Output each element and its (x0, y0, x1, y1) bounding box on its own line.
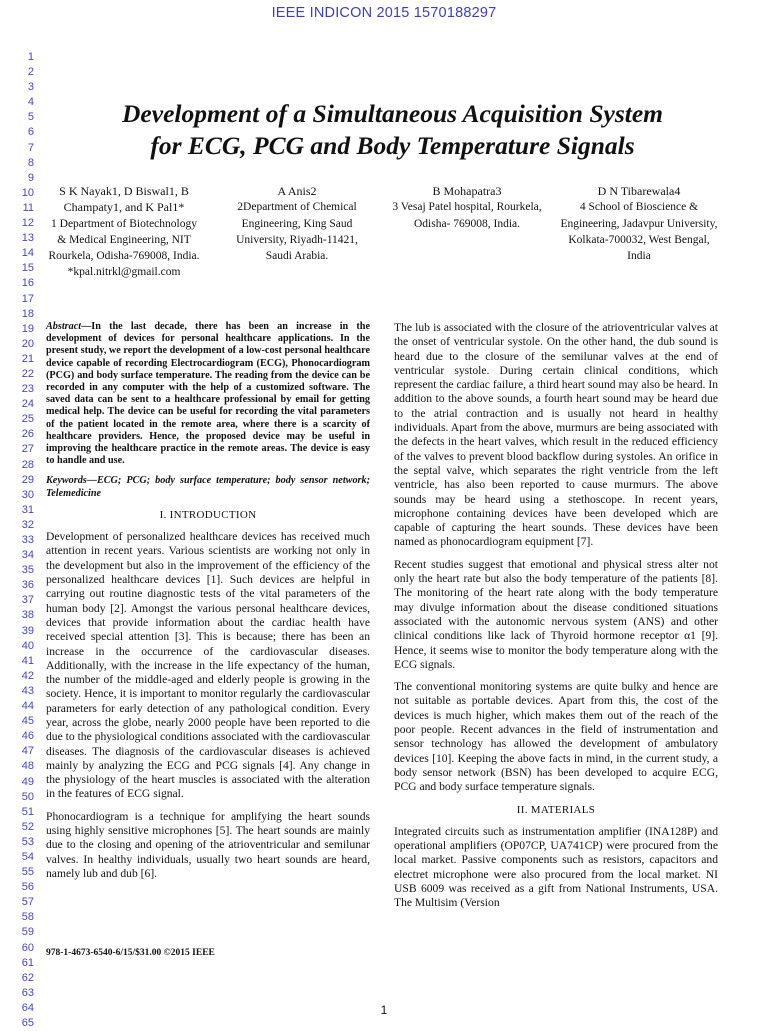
line-number: 9 (27, 171, 34, 184)
line-number: 36 (21, 579, 34, 592)
line-number: 25 (21, 413, 34, 426)
line-number: 8 (27, 156, 34, 169)
line-number: 55 (21, 866, 34, 879)
line-number: 3 (27, 81, 34, 94)
author-affiliation: 4 School of Bioscience & Engineering, Jadavpur University, Kolkata-700032, West Bengal, India (560, 201, 718, 263)
body-paragraph-1: The lub is associated with the closure of the atrioventricular valves at the onset of ventricular systole. On the other hand, the dub sound is heard due to the closure of the semilunar valves at the end of ventricular systole. During certain clinical conditions, which represent the cardiac failure, a third heart sound may also be heard. In addition to the above sounds, a fourth heart sound may be heard due to the atrial contraction and is usually not heard in healthy individuals. Apart from the above, murmurs are being associated with the defects in the heart valves, which result in the reduced efficiency of the valves to prevent blood backflow during systoles. An orifice in the septal valve, which separates the right ventricle from the left ventricle, has also been reported to cause murmurs. The above sounds may be heard using a stethoscope. In recent years, microphone containing devices have been developed which are capable of capturing the heart sounds. These devices have been named as phonocardiogram equipment [7]. (394, 321, 718, 549)
author-block-3 (392, 183, 542, 232)
line-number: 51 (21, 805, 34, 818)
page-number: 1 (380, 1003, 388, 1017)
line-number: 48 (21, 760, 34, 773)
line-number: 37 (21, 594, 34, 607)
line-number: 4 (27, 96, 34, 109)
line-number: 56 (21, 881, 34, 894)
intro-paragraph-1: Development of personalized healthcare devices has received much attention in recent years. Various scientists are working not only in the development but also in the improvement of the efficiency of the personalized healthcare devices [1]. Such devices are helpful in carrying out routine diagnostic tests of the vital parameters of the human body [2]. Amongst the various personal healthcare devices, devices that provide information about the cardiac health have received special attention [3]. This is because; there has been an increase in the occurrence of the cardiovascular diseases. Additionally, with the increase in the life expectancy of the human, the number of the middle-aged and elderly people is growing in the society. Hence, it is important to monitor regularly the cardiovascular parameters for early detection of any pathological condition. Every year, across the globe, nearly 2000 people have been reported to die due to the physiological conditions associated with the cardiovascular diseases. The diagnosis of the cardiovascular diseases is achieved mainly by analyzing the ECG and PCG signals [4]. Any change in the physiology of the heart muscles is associated with the alteration in the features of ECG signal. (46, 530, 370, 801)
line-number: 47 (21, 745, 34, 758)
line-number: 15 (21, 262, 34, 275)
line-number: 7 (27, 141, 34, 154)
author-affiliation: 1 Department of Biotechnology & Medical Engineering, NIT Rourkela, Odisha-769008, India. *kpal.nitrkl@gmail.com (48, 217, 200, 279)
title-line-2: for ECG, PCG and Body Temperature Signals (150, 131, 635, 160)
line-number: 32 (21, 518, 34, 531)
line-number: 27 (21, 443, 34, 456)
author-name: D N Tibarewala4 (597, 184, 681, 198)
line-number: 39 (21, 624, 34, 637)
line-number: 1 (27, 51, 34, 63)
line-number: 35 (21, 564, 34, 577)
line-number: 13 (21, 232, 34, 245)
line-number: 19 (21, 322, 34, 335)
intro-paragraph-2: Phonocardiogram is a technique for amplifying the heart sounds using highly sensitive microphones [5]. The heart sounds are mainly due to the closing and opening of the atrioventricular and semilunar valves. In healthy individuals, usually two heart sounds are heard, namely lub and dub [6]. (46, 809, 370, 880)
abstract (46, 321, 370, 467)
line-number: 58 (21, 911, 34, 924)
line-number: 33 (21, 534, 34, 546)
line-number: 50 (21, 790, 34, 803)
line-number: 22 (21, 367, 34, 380)
author-affiliation: 3 Vesaj Patel hospital, Rourkela, Odisha- 769008, India. (392, 201, 542, 230)
line-number: 42 (21, 669, 34, 682)
line-number: 18 (21, 307, 34, 320)
line-number: 59 (21, 926, 34, 939)
line-number: 28 (21, 458, 34, 471)
line-number: 30 (21, 488, 34, 501)
line-number: 24 (21, 398, 34, 411)
line-number: 45 (21, 715, 34, 728)
copyright-footer: 978-1-4673-6540-6/15/$31.00 ©2015 IEEE (46, 948, 215, 958)
line-number: 52 (21, 820, 34, 833)
section-heading-materials: II. MATERIALS (516, 803, 596, 816)
right-column (394, 321, 718, 919)
body-paragraph-2: Recent studies suggest that emotional and physical stress alter not only the heart rate but also the body temperature of the patients [8]. The monitoring of the heart rate along with the body temperature may divulge information about the disease conditioned situations associated with the autonomic nervous system (ANS) and other clinical conditions like lack of Thyroid hormone receptor α1 [9]. Hence, it seems wise to monitor the body temperature along with the ECG signals. (394, 557, 718, 671)
author-name: A Anis2 (277, 184, 317, 198)
line-number: 14 (21, 247, 34, 260)
author-block-2 (222, 183, 372, 264)
line-number: 64 (21, 1001, 34, 1014)
author-name: B Mohapatra3 (432, 184, 502, 198)
section-heading-introduction: I. INTRODUCTION (159, 508, 257, 521)
line-number: 44 (21, 700, 34, 713)
line-number: 38 (21, 609, 34, 622)
line-number: 60 (21, 941, 34, 954)
line-number: 23 (21, 383, 34, 396)
paper-title (40, 98, 745, 162)
left-column (46, 321, 370, 889)
line-number: 20 (21, 337, 34, 350)
line-number: 21 (21, 352, 34, 365)
author-block-4 (560, 183, 718, 264)
author-affiliation: 2Department of Chemical Engineering, King Saud University, Riyadh-11421, Saudi Arabia. (236, 201, 358, 263)
line-number: 5 (27, 111, 34, 124)
line-number: 2 (27, 66, 34, 79)
title-line-1: Development of a Simultaneous Acquisition System (122, 99, 663, 128)
body-paragraph-3: The conventional monitoring systems are quite bulky and hence are not suitable as portable devices. Apart from this, the cost of the devices is much higher, which makes them out of the reach of the poor people. Recent advances in the field of instrumentation and sensor technology has allowed the development of ambulatory devices [10]. Keeping the above facts in mind, in the current study, a body sensor network (BSN) has been developed to acquire ECG, PCG and body surface temperature signals. (394, 680, 718, 794)
line-number: 62 (21, 971, 34, 984)
line-number: 53 (21, 835, 34, 848)
line-number: 43 (21, 684, 34, 697)
line-number: 17 (21, 292, 34, 305)
line-number: 61 (21, 956, 34, 969)
line-number: 29 (21, 473, 34, 486)
line-numbers (6, 50, 34, 1031)
line-number: 63 (21, 986, 34, 999)
author-name: S K Nayak1, D Biswal1, B Champaty1, and K Pal1* (59, 184, 189, 215)
keywords: Keywords—ECG; PCG; body surface temperature; body sensor network; Telemedicine (46, 475, 370, 499)
abstract-text: —In the last decade, there has been an increase in the development of devices for personal healthcare applications. In the present study, we report the development of a low-cost personal healthcare device capable of recording Electrocardiogram (ECG), Phonocardiogram (PCG) and body surface temperature. The reading from the device can be recorded in any computer with the help of a customized software. The saved data can be sent to a healthcare professional by email for getting medical help. The device can be useful for recording the vital parameters of the patient located in the remote area, where there is a scarcity of healthcare providers. Hence, the proposed device may be useful in improving the healthcare practice in the remote areas. The device is easy to handle and use. (46, 321, 370, 467)
line-number: 31 (21, 503, 34, 516)
line-number: 16 (21, 277, 34, 290)
line-number: 65 (21, 1017, 34, 1029)
line-number: 41 (21, 654, 34, 667)
line-number: 54 (21, 850, 34, 863)
author-block-1 (48, 183, 200, 281)
line-number: 40 (21, 639, 34, 652)
line-number: 12 (21, 217, 34, 230)
abstract-label: Abstract (46, 321, 82, 332)
line-number: 6 (27, 126, 34, 139)
line-number: 34 (21, 549, 34, 562)
line-number: 46 (21, 730, 34, 743)
line-number: 57 (21, 896, 34, 909)
conference-header: IEEE INDICON 2015 1570188297 (271, 5, 497, 21)
line-number: 10 (21, 186, 34, 199)
materials-paragraph-1: Integrated circuits such as instrumentation amplifier (INA128P) and operational amplifiers (OP07CP, UA741CP) were procured from the local market. Passive components such as resistors, capacitors and electret microphone were also procured from the local market. NI USB 6009 was received as a gift from National Instruments, USA. The Multisim (Version (394, 824, 718, 910)
line-number: 49 (21, 775, 34, 788)
line-number: 11 (22, 201, 34, 214)
line-number: 26 (21, 428, 34, 441)
